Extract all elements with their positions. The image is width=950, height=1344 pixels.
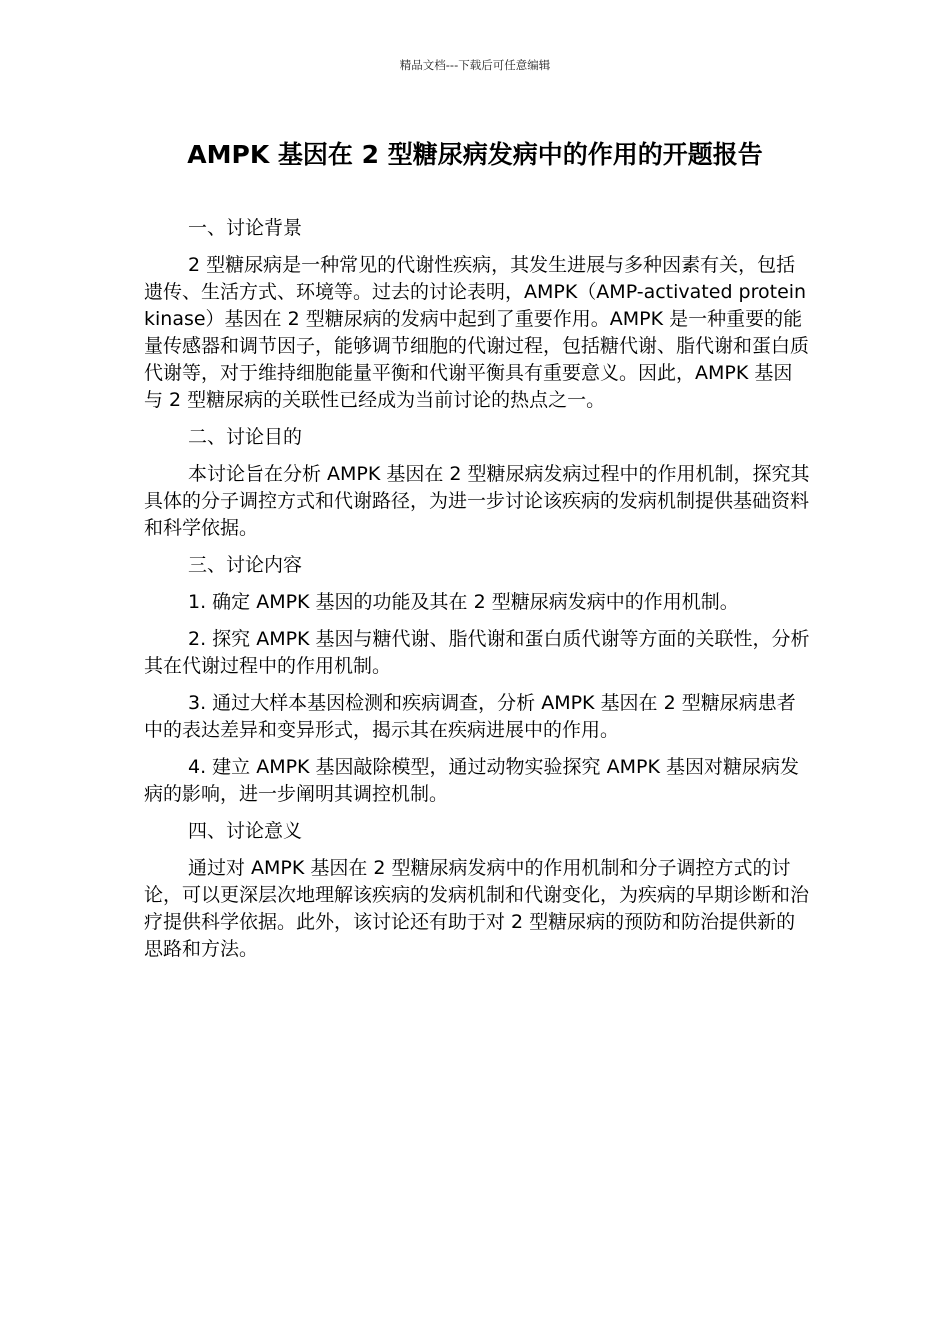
section-heading-content: 三、讨论内容 <box>188 554 303 576</box>
section-heading-significance: 四、讨论意义 <box>188 820 303 842</box>
page-header-watermark: 精品文档---下载后可任意编辑 <box>399 58 551 72</box>
document-title: AMPK 基因在 2 型糖尿病发病中的作用的开题报告 <box>187 140 763 169</box>
section-heading-purpose: 二、讨论目的 <box>188 426 303 448</box>
content-item-3: 3. 通过大样本基因检测和疾病调查，分析 AMPK 基因在 2 型糖尿病患者中的表达差异和变异形式，揭示其在疾病进展中的作用。 <box>144 692 796 741</box>
background-paragraph: 2 型糖尿病是一种常见的代谢性疾病，其发生进展与多种因素有关，包括遗传、生活方式、环境等。过去的讨论表明，AMPK（AMP-activated protein kinase）基因在 2 型糖尿病的发病中起到了重要作用。AMPK 是一种重要的能量传感器和调节因子，能够调节细胞的代谢过程，包括糖代谢、脂代谢和蛋白质代谢等，对于维持细胞能量平衡和代谢平衡具有重要意义。因此，AMPK 基因与 2 型糖尿病的关联性已经成为当前讨论的热点之一。 <box>144 254 810 411</box>
content-item-4: 4. 建立 AMPK 基因敲除模型，通过动物实验探究 AMPK 基因对糖尿病发病的影响，进一步阐明其调控机制。 <box>144 756 799 805</box>
document-body <box>144 215 810 973</box>
content-item-1: 1. 确定 AMPK 基因的功能及其在 2 型糖尿病发病中的作用机制。 <box>188 591 739 613</box>
content-item-2: 2. 探究 AMPK 基因与糖代谢、脂代谢和蛋白质代谢等方面的关联性，分析其在代谢过程中的作用机制。 <box>144 628 810 677</box>
purpose-paragraph: 本讨论旨在分析 AMPK 基因在 2 型糖尿病发病过程中的作用机制，探究其具体的分子调控方式和代谢路径，为进一步讨论该疾病的发病机制提供基础资料和科学依据。 <box>144 463 810 539</box>
section-heading-background: 一、讨论背景 <box>188 217 303 239</box>
significance-paragraph: 通过对 AMPK 基因在 2 型糖尿病发病中的作用机制和分子调控方式的讨论，可以更深层次地理解该疾病的发病机制和代谢变化，为疾病的早期诊断和治疗提供科学依据。此外，该讨论还有助于对 2 型糖尿病的预防和防治提供新的思路和方法。 <box>144 857 810 960</box>
